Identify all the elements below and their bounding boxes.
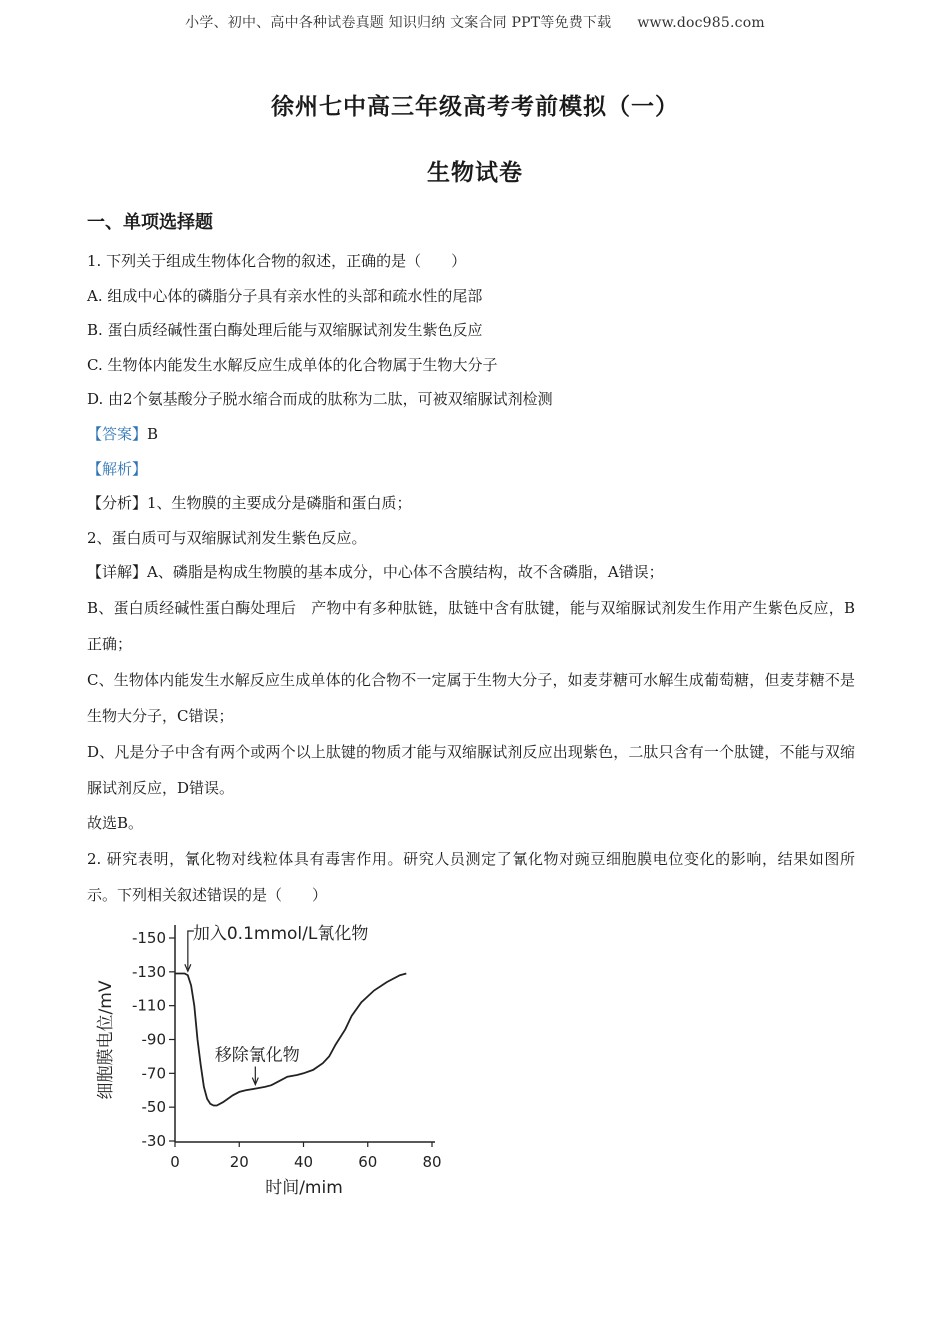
y-tick-label: -70 [141, 1064, 166, 1083]
page-subtitle: 生物试卷 [427, 159, 523, 186]
answer-label: 【答案】 [87, 424, 148, 443]
q1-option-a: A. 组成中心体的磷脂分子具有亲水性的头部和疏水性的尾部 [87, 286, 483, 305]
y-axis-label: 细胞膜电位/mV [96, 980, 116, 1100]
y-tick-label: -50 [141, 1098, 166, 1117]
q1-answer [87, 417, 855, 452]
y-tick-label: -150 [131, 929, 166, 947]
axes [175, 925, 435, 1142]
header-text: 小学、初中、高中各种试卷真题 知识归纳 文案合同 PPT等免费下载 [185, 15, 612, 31]
q1-detail-d: D、凡是分子中含有两个或两个以上肽键的物质才能与双缩脲试剂反应出现紫色，二肽只含有一个肽键，不能与双缩脲试剂反应，D错误。 [87, 742, 855, 797]
q1-conclusion: 故选B。 [87, 813, 144, 832]
x-tick-label: 0 [170, 1153, 180, 1171]
page-title: 徐州七中高三年级高考考前模拟（一） [271, 93, 679, 120]
x-tick-label: 60 [358, 1153, 378, 1171]
q1-detail-b: B、蛋白质经碱性蛋白酶处理后 产物中有多种肽链，肽链中含有肽键，能与双缩脲试剂发生作用产生紫色反应，B正确； [87, 598, 855, 653]
q1-option-b: B. 蛋白质经碱性蛋白酶处理后能与双缩脲试剂发生紫色反应 [87, 321, 483, 340]
q1-detail-a: 【详解】A、磷脂是构成生物膜的基本成分，中心体不含膜结构，故不含磷脂，A错误； [87, 563, 664, 582]
answer-value: B [147, 424, 159, 443]
y-tick-label: -30 [141, 1132, 166, 1150]
q1-analysis-1: 【分析】1、生物膜的主要成分是磷脂和蛋白质； [87, 494, 412, 513]
annotation-arrow-remove [252, 1067, 258, 1085]
x-ticks [170, 1142, 441, 1171]
annotation-remove-cyanide: 移除氰化物 [214, 1045, 300, 1066]
q1-analysis-2: 2、蛋白质可与双缩脲试剂发生紫色反应。 [87, 528, 367, 547]
q1-detail-c: C、生物体内能发生水解反应生成单体的化合物不一定属于生物大分子，如麦芽糖可水解生成葡萄糖，但麦芽糖不是生物大分子，C错误； [87, 670, 855, 725]
q2-stem: 2. 研究表明，氰化物对线粒体具有毒害作用。研究人员测定了氰化物对豌豆细胞膜电位变化的影响，结果如图所示。下列相关叙述错误的是（ ） [87, 849, 855, 904]
x-tick-label: 20 [229, 1153, 249, 1171]
analysis-label: 【解析】 [87, 459, 148, 478]
y-tick-label: -130 [131, 962, 166, 981]
site-header [0, 12, 950, 32]
q1-stem: 1. 下列关于组成生物体化合物的叙述，正确的是（ ） [87, 252, 467, 270]
membrane-potential-chart [85, 915, 455, 1205]
annotation-add-cyanide: 加入0.1mmol/L氰化物 [192, 924, 369, 944]
x-axis-label: 时间/mim [265, 1178, 343, 1198]
q1-option-d: D. 由2个氨基酸分子脱水缩合而成的肽称为二肽，可被双缩脲试剂检测 [87, 390, 553, 409]
x-tick-label: 80 [422, 1153, 442, 1171]
annotations [185, 924, 368, 1085]
section-heading: 一、单项选择题 [87, 212, 213, 233]
x-tick-label: 40 [293, 1153, 314, 1171]
q1-option-c: C. 生物体内能发生水解反应生成单体的化合物属于生物大分子 [87, 355, 498, 374]
series-line [175, 974, 406, 1106]
y-tick-label: -110 [131, 996, 166, 1015]
y-tick-label: -90 [141, 1030, 166, 1049]
header-site[interactable]: www.doc985.com [637, 15, 765, 31]
y-ticks [132, 929, 175, 1150]
question-body [87, 244, 855, 913]
